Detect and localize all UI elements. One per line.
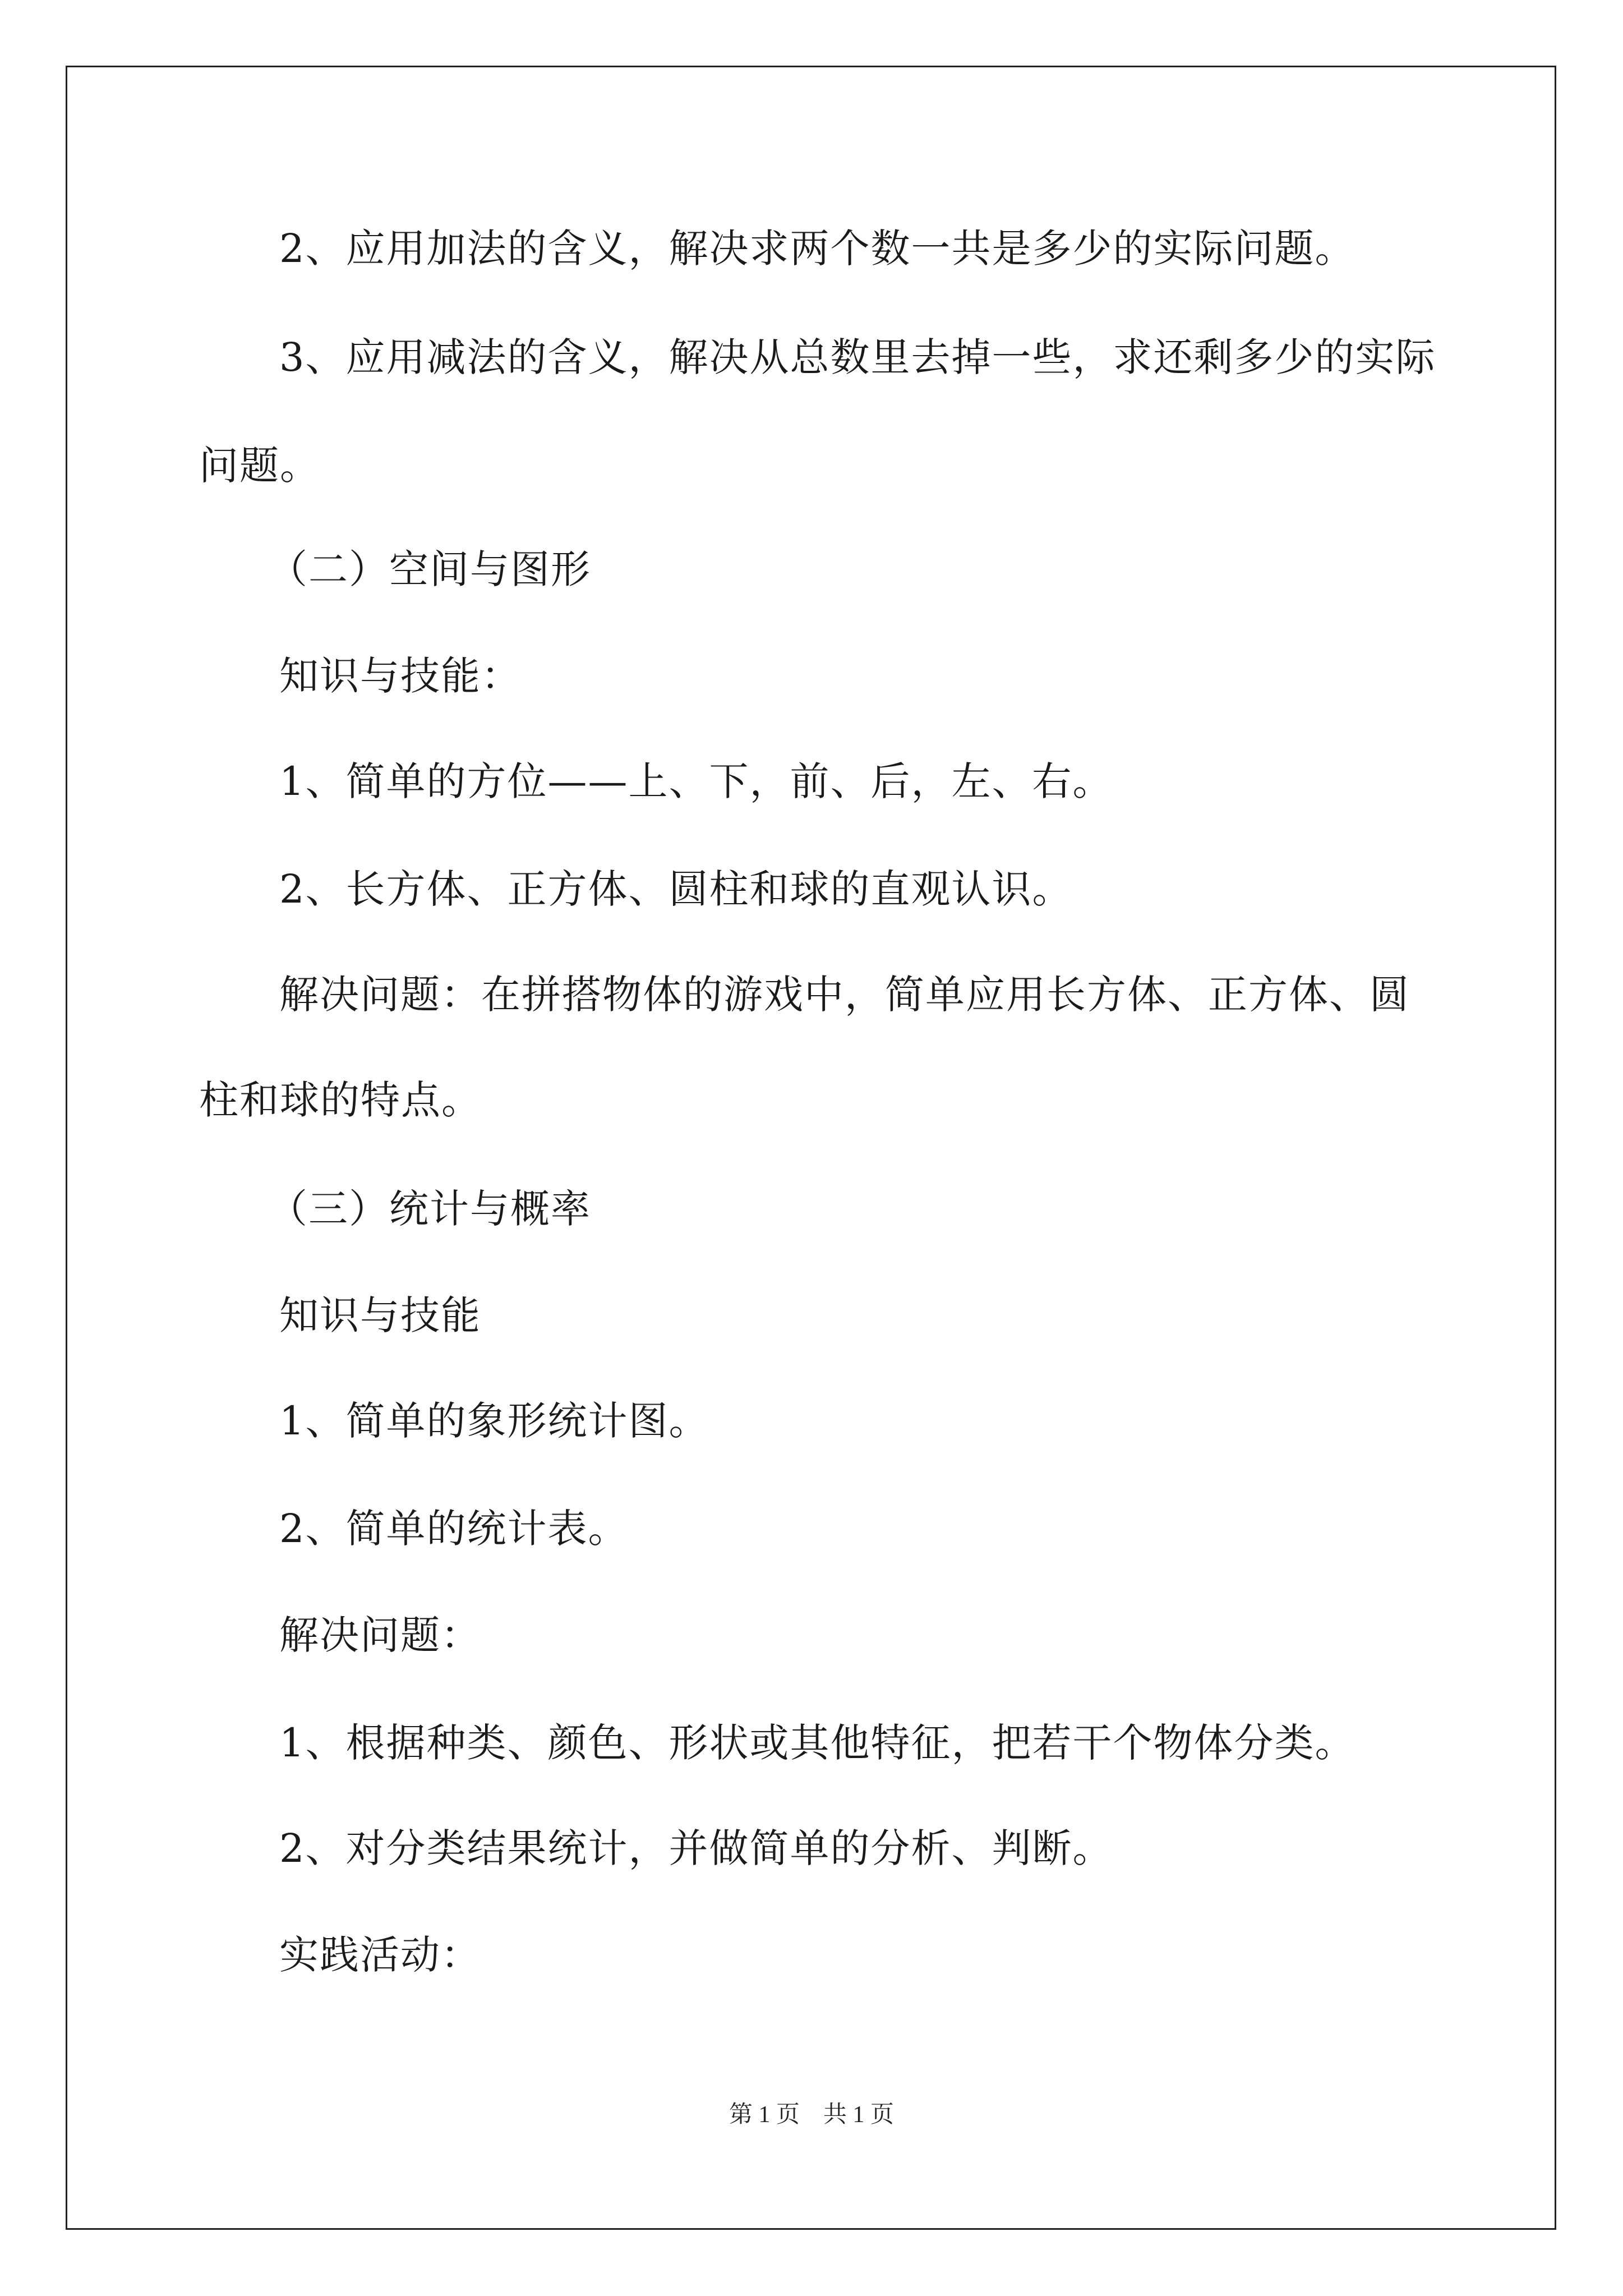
paragraph-line-16: 2、对分类结果统计，并做简单的分析、判断。: [279, 1825, 1113, 1871]
paragraph-line-12: 1、简单的象形统计图。: [279, 1398, 709, 1444]
paragraph-line-7: 2、长方体、正方体、圆柱和球的直观认识。: [279, 866, 1073, 912]
subheading-knowledge-skills-2: 知识与技能: [279, 1292, 481, 1338]
paragraph-line-9: 柱和球的特点。: [199, 1077, 482, 1123]
paragraph-line-2: 3、应用减法的含义，解决从总数里去掉一些，求还剩多少的实际: [279, 334, 1436, 380]
paragraph-line-13: 2、简单的统计表。: [279, 1506, 629, 1552]
section-heading-3: （三）统计与概率: [268, 1186, 591, 1232]
subheading-solve-problems: 解决问题：: [279, 1612, 481, 1658]
page-number-footer: 第 1 页 共 1 页: [728, 2102, 894, 2128]
paragraph-line-6: 1、简单的方位——上、下，前、后，左、右。: [279, 758, 1113, 804]
paragraph-line-1: 2、应用加法的含义，解决求两个数一共是多少的实际问题。: [279, 226, 1355, 272]
page-border: [66, 66, 1556, 2230]
paragraph-line-8: 解决问题：在拼搭物体的游戏中，简单应用长方体、正方体、圆: [279, 972, 1410, 1018]
subheading-practice-activities: 实践活动：: [279, 1932, 481, 1978]
subheading-knowledge-skills-1: 知识与技能：: [279, 653, 522, 699]
paragraph-line-3: 问题。: [199, 443, 320, 489]
section-heading-2: （二）空间与图形: [268, 546, 591, 592]
paragraph-line-15: 1、根据种类、颜色、形状或其他特征，把若干个物体分类。: [279, 1720, 1355, 1766]
